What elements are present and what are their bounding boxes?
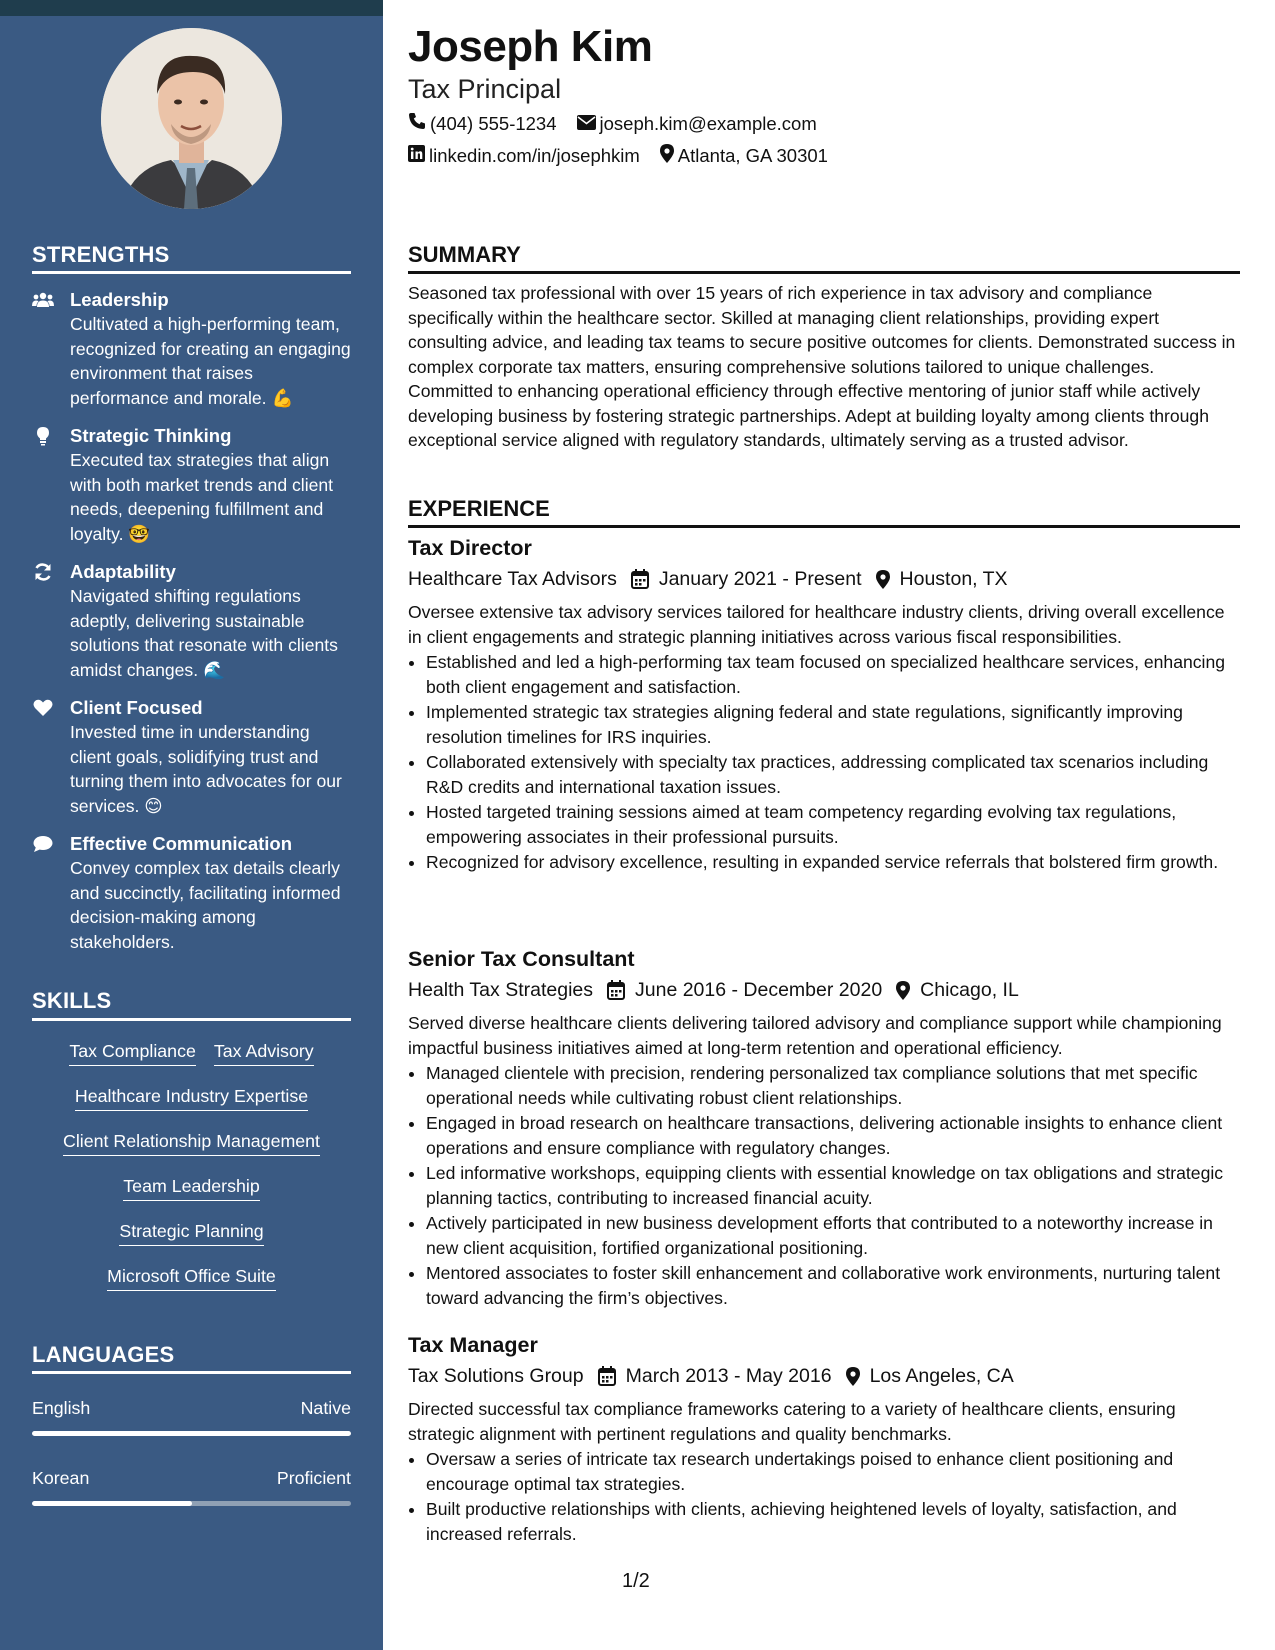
linkedin-icon	[408, 145, 425, 167]
lightbulb-icon	[32, 426, 54, 446]
page-number: 1/2	[622, 1570, 650, 1592]
map-pin-icon	[660, 144, 674, 168]
language-proficiency-bar	[32, 1501, 351, 1506]
users-icon	[32, 290, 54, 310]
candidate-role: Tax Principal	[408, 74, 562, 104]
envelope-icon	[577, 113, 596, 135]
job-entry	[408, 534, 1240, 875]
skill-tag: Tax Advisory	[214, 1040, 314, 1066]
language-proficiency-fill	[32, 1431, 351, 1436]
speech-bubble-icon	[32, 834, 54, 854]
job-company: Health Tax Strategies	[408, 979, 593, 1001]
job-bullet: • Established and led a high-performing tax team focused on specialized healthcare services, enhancing both client engagement and satisfaction.	[426, 650, 1240, 699]
strength-title: Client Focused	[70, 697, 203, 718]
calendar-icon	[598, 1366, 616, 1386]
strength-description: Executed tax strategies that align with both market trends and client needs, deepening fulfillment and loyalty. 🤓	[70, 450, 334, 544]
job-description: Directed successful tax compliance frameworks catering to a variety of healthcare clients, ensuring strategic alignment with pertinent regulations and quality benchmarks.	[408, 1399, 1176, 1444]
skill-tag: Strategic Planning	[119, 1220, 263, 1246]
skill-tag: Healthcare Industry Expertise	[75, 1085, 308, 1111]
job-dates: March 2013 - May 2016	[625, 1365, 832, 1387]
calendar-icon	[607, 980, 625, 1000]
email-text[interactable]: joseph.kim@example.com	[599, 112, 817, 134]
contact-row	[408, 112, 817, 135]
strength-title: Leadership	[70, 289, 169, 310]
strength-title: Strategic Thinking	[70, 425, 232, 446]
job-entry	[408, 945, 1240, 1310]
experience-rule	[408, 525, 1240, 528]
summary-heading: SUMMARY	[408, 242, 521, 267]
language-proficiency-fill	[32, 1501, 192, 1506]
strengths-list	[32, 288, 352, 968]
linkedin-text[interactable]: linkedin.com/in/josephkim	[429, 145, 640, 166]
strength-description: Convey complex tax details clearly and succinctly, facilitating informed decision-making among stakeholders.	[70, 858, 341, 952]
job-meta	[408, 1362, 1240, 1390]
job-bullet: • Oversaw a series of intricate tax research undertakings poised to enhance client positioning and encourage optimal tax strategies.	[426, 1447, 1240, 1496]
skills-list	[32, 1040, 351, 1310]
strength-title: Effective Communication	[70, 833, 293, 854]
job-bullet: • Built productive relationships with clients, achieving heightened levels of loyalty, satisfaction, and increased referrals.	[426, 1497, 1240, 1546]
skills-rule	[32, 1018, 351, 1021]
job-meta	[408, 976, 1240, 1004]
strength-title: Adaptability	[70, 561, 176, 582]
phone-icon	[408, 112, 426, 135]
job-description: Served diverse healthcare clients delivering tailored advisory and compliance support while championing impactful business initiatives aimed at long-term retention and operational efficiency.	[408, 1013, 1222, 1058]
job-location: Los Angeles, CA	[869, 1365, 1014, 1387]
sidebar	[0, 16, 383, 1650]
language-name: English	[32, 1398, 91, 1418]
strength-item	[32, 424, 352, 546]
job-bullet: • Engaged in broad research on healthcare transactions, delivering actionable insights to enhance client operations and ensure compliance with regulatory changes.	[426, 1111, 1240, 1160]
summary-rule	[408, 271, 1240, 274]
strength-description: Invested time in understanding client goals, solidifying trust and turning them into advocates for our services. 😊	[70, 722, 342, 816]
job-bullet: • Collaborated extensively with specialty tax practices, addressing complicated tax scenarios including R&D credits and international taxation issues.	[426, 750, 1240, 799]
strength-description: Navigated shifting regulations adeptly, delivering sustainable solutions that resonate with clients amidst changes. 🌊	[70, 586, 338, 680]
strength-item	[32, 288, 352, 410]
strengths-heading: STRENGTHS	[32, 242, 170, 267]
job-dates: June 2016 - December 2020	[635, 979, 883, 1001]
contact-row	[408, 144, 828, 168]
strength-item	[32, 832, 352, 954]
experience-heading: EXPERIENCE	[408, 496, 550, 521]
job-bullet: • Led informative workshops, equipping clients with essential knowledge on tax obligations and strategic planning tactics, contributing to increased financial acuity.	[426, 1161, 1240, 1210]
job-bullets	[408, 1447, 1240, 1546]
skill-tag: Client Relationship Management	[63, 1130, 320, 1156]
language-level: Native	[300, 1398, 351, 1418]
job-description: Oversee extensive tax advisory services tailored for healthcare industry clients, driving overall excellence in client engagements and strategic planning initiatives across various fiscal responsibilities.	[408, 602, 1225, 647]
job-company: Tax Solutions Group	[408, 1365, 584, 1387]
heart-icon	[32, 698, 54, 718]
strength-item	[32, 696, 352, 818]
language-item	[32, 1468, 351, 1506]
job-location: Houston, TX	[899, 568, 1008, 590]
language-proficiency-bar	[32, 1431, 351, 1436]
skills-heading: SKILLS	[32, 988, 112, 1013]
job-bullet: • Hosted targeted training sessions aimed at team competency regarding evolving tax regulations, empowering associates in their professional pursuits.	[426, 800, 1240, 849]
job-title: Tax Director	[408, 536, 532, 560]
job-bullet: • Actively participated in new business development efforts that contributed to a noteworthy increase in new client acquisition, fortified organizational positioning.	[426, 1211, 1240, 1260]
job-company: Healthcare Tax Advisors	[408, 568, 617, 590]
job-bullets	[408, 1061, 1240, 1310]
job-title: Tax Manager	[408, 1333, 538, 1357]
job-meta	[408, 565, 1240, 593]
map-pin-icon	[876, 570, 890, 589]
skill-tag: Microsoft Office Suite	[107, 1265, 276, 1291]
languages-heading: LANGUAGES	[32, 1342, 175, 1367]
strengths-rule	[32, 271, 351, 274]
sidebar-top-strip	[0, 0, 383, 16]
job-bullets	[408, 650, 1240, 875]
phone-text: (404) 555-1234	[430, 112, 557, 134]
candidate-name: Joseph Kim	[408, 22, 653, 71]
job-entry	[408, 1331, 1240, 1546]
map-pin-icon	[846, 1367, 860, 1386]
summary-text: Seasoned tax professional with over 15 years of rich experience in tax advisory and compliance specifically within the healthcare sector. Skilled at managing client relationships, providing expert consulting advice, and leading tax teams to secure positive outcomes for clients. Demonstrated success in complex corporate tax matters, ensuring comprehensive solutions tailored to unique challenges. Committed to enhancing operational efficiency through effective mentoring of junior staff while actively developing business by fostering strategic partnerships. Adept at building loyalty among clients through exceptional service aligned with regulatory standards, ultimately serving as a trusted advisor.	[408, 283, 1236, 450]
language-level: Proficient	[276, 1468, 351, 1488]
map-pin-icon	[896, 981, 910, 1000]
skill-tag: Team Leadership	[123, 1175, 259, 1201]
job-title: Senior Tax Consultant	[408, 947, 635, 971]
strength-item	[32, 560, 352, 682]
job-bullet: • Managed clientele with precision, rendering personalized tax compliance solutions that met specific operational needs while cultivating robust client relationships.	[426, 1061, 1240, 1110]
strength-description: Cultivated a high-performing team, recognized for creating an engaging environment that raises performance and morale. 💪	[70, 314, 351, 408]
job-bullet: • Recognized for advisory excellence, resulting in expanded service referrals that bolstered firm growth.	[426, 850, 1240, 875]
calendar-icon	[631, 569, 649, 589]
sync-icon	[32, 562, 54, 582]
languages-rule	[32, 1371, 351, 1374]
job-dates: January 2021 - Present	[658, 568, 862, 590]
skill-tag: Tax Compliance	[69, 1040, 196, 1066]
job-bullet: • Mentored associates to foster skill enhancement and collaborative work environments, nurturing talent toward advancing the firm’s objectives.	[426, 1261, 1240, 1310]
profile-photo	[101, 28, 282, 209]
location-text: Atlanta, GA 30301	[677, 145, 828, 166]
job-bullet: • Implemented strategic tax strategies aligning federal and state regulations, significantly improving resolution timelines for IRS inquiries.	[426, 700, 1240, 749]
language-name: Korean	[32, 1468, 90, 1488]
job-location: Chicago, IL	[920, 979, 1019, 1001]
language-item	[32, 1398, 351, 1436]
